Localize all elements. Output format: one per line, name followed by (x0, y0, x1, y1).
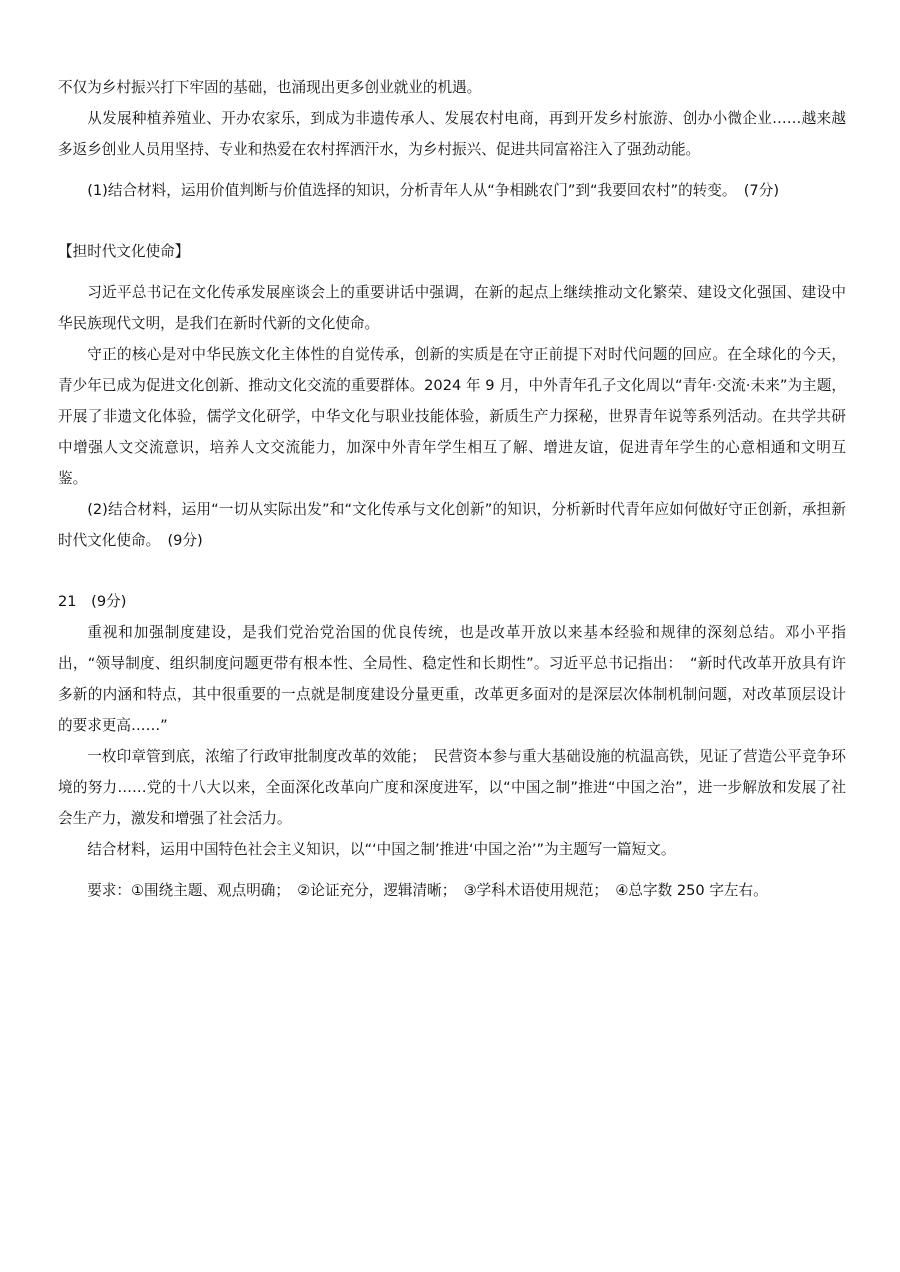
essay-requirements: 要求：①围绕主题、观点明确； ②论证充分，逻辑清晰； ③学科术语使用规范； ④总字数 250 字左右。 (87, 882, 768, 899)
continued-paragraph: 不仅为乡村振兴打下牢固的基础，也涌现出更多创业就业的机遇。 (58, 79, 482, 96)
question-1: (1)结合材料，运用价值判断与价值选择的知识，分析青年人从“争相跳农门”到“我要回农村”的转变。 (7分) (87, 182, 780, 199)
material-paragraph-reform-examples: 一枚印章管到底，浓缩了行政审批制度改革的效能； 民营资本参与重大基础设施的杭温高铁，见证了营造公平竞争环境的努力……党的十八大以来，全面深化改革向广度和深度进军，以“中国之制”推进“中国之治”，进一步解放和发展了社会生产力，激发和增强了社会活力。 (58, 748, 846, 827)
spacer (58, 556, 846, 586)
material-paragraph-confucius-week: 守正的核心是对中华民族文化主体性的自觉传承，创新的实质是在守正前提下对时代问题的回应。在全球化的今天，青少年已成为促进文化创新、推动文化交流的重要群体。2024 年 9 月，中外青年孔子文化周以“青年·交流·未来”为主题，开展了非遗文化体验，儒学文化研学，中华文化与职业技能体验，新质生产力探秘，世界青年说等系列活动。在共学共研中增强人文交流意识，培养人文交流能力，加深中外青年学生相互了解、增进友谊，促进青年学生的心意相通和文明互鉴。 (58, 346, 846, 487)
section-heading-culture-mission: 【担时代文化使命】 (58, 243, 190, 260)
material-paragraph-xi-speech: 习近平总书记在文化传承发展座谈会上的重要讲话中强调，在新的起点上继续推动文化繁荣、建设文化强国、建设中华民族现代文明，是我们在新时代新的文化使命。 (58, 284, 846, 332)
material-paragraph-institution-building: 重视和加强制度建设，是我们党治党治国的优良传统，也是改革开放以来基本经验和规律的深刻总结。邓小平指出，“领导制度、组织制度问题更带有根本性、全局性、稳定性和长期性”。习近平总书记指出： “新时代改革开放具有许多新的内涵和特点，其中很重要的一点就是制度建设分量更重，改革更多面对的是深层次体制机制问题，对改革顶层设计的要求更高……” (58, 624, 846, 734)
essay-task: 结合材料，运用中国特色社会主义知识，以“‘中国之制’推进‘中国之治’”为主题写一篇短文。 (87, 841, 676, 858)
question-2: (2)结合材料，运用“一切从实际出发”和“文化传承与文化创新”的知识，分析新时代青年应如何做好守正创新，承担新时代文化使命。 (9分) (58, 501, 846, 549)
spacer (58, 165, 846, 175)
spacer (58, 206, 846, 236)
spacer (58, 865, 846, 875)
question-21-heading: 21 (9分) (58, 593, 127, 610)
material-paragraph-returning-entrepreneurs: 从发展种植养殖业、开办农家乐，到成为非遗传承人、发展农村电商，再到开发乡村旅游、创办小微企业……越来越多返乡创业人员用坚持、专业和热爱在农村挥洒汗水，为乡村振兴、促进共同富裕注入了强劲动能。 (58, 110, 846, 158)
spacer (58, 267, 846, 277)
